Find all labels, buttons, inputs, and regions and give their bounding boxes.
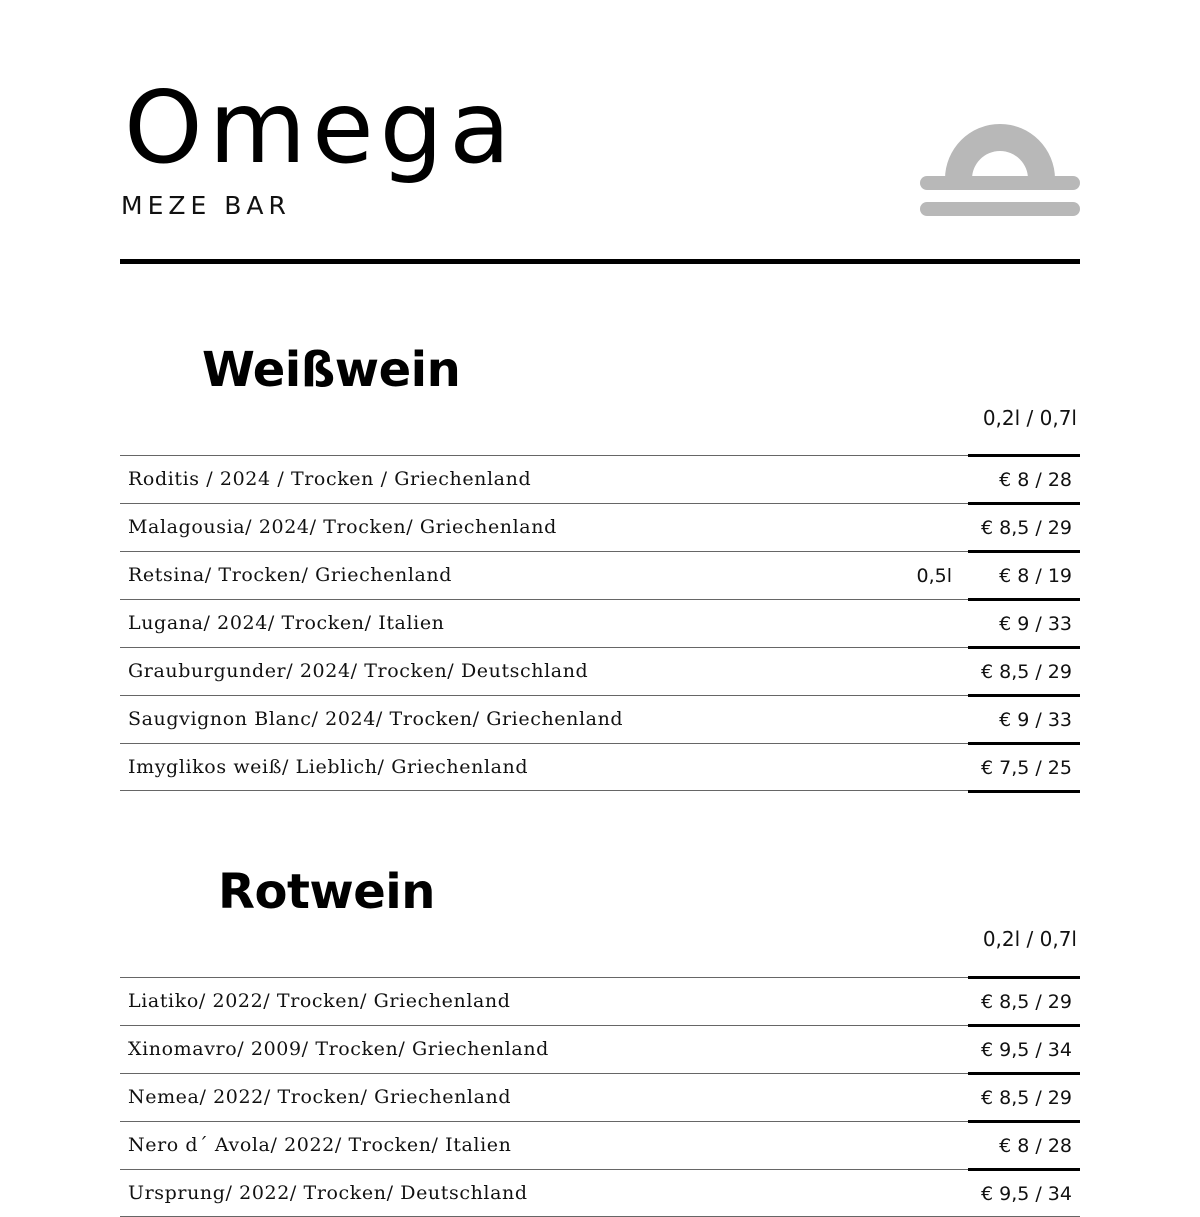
item-name: Malagousia/ 2024/ Trocken/ Griechenland: [128, 516, 557, 538]
menu-item: [120, 1025, 1080, 1073]
item-price: € 8,5 / 29: [980, 661, 1072, 683]
menu-item: [120, 743, 1080, 791]
item-name: Retsina/ Trocken/ Griechenland: [128, 564, 453, 586]
item-name: Nemea/ 2022/ Trocken/ Griechenland: [128, 1086, 512, 1108]
item-name: Lugana/ 2024/ Trocken/ Italien: [128, 612, 445, 634]
item-price: € 9 / 33: [999, 709, 1072, 731]
item-price: € 9 / 33: [999, 613, 1072, 635]
menu-item: [120, 1121, 1080, 1169]
item-price: € 8 / 28: [999, 1135, 1072, 1157]
item-price: € 9,5 / 34: [980, 1183, 1072, 1205]
white-wine-list: [120, 455, 1080, 791]
item-price: € 8 / 19: [999, 565, 1072, 587]
menu-item: [120, 455, 1080, 503]
item-price: € 8 / 28: [999, 469, 1072, 491]
item-name: Roditis / 2024 / Trocken / Griechenland: [128, 468, 532, 490]
section-heading-weisswein: Weißwein: [202, 342, 461, 398]
menu-item: [120, 695, 1080, 743]
menu-item: [120, 1169, 1080, 1217]
item-name: Nero d´ Avola/ 2022/ Trocken/ Italien: [128, 1134, 512, 1156]
item-price: € 9,5 / 34: [980, 1039, 1072, 1061]
menu-item: [120, 977, 1080, 1025]
item-price: € 7,5 / 25: [980, 757, 1072, 779]
item-name: Saugvignon Blanc/ 2024/ Trocken/ Griechenland: [128, 708, 624, 730]
section-heading-rotwein: Rotwein: [218, 864, 435, 920]
item-price: € 8,5 / 29: [980, 991, 1072, 1013]
volume-header: 0,2l / 0,7l: [982, 927, 1077, 951]
item-volume: 0,5l: [916, 565, 952, 587]
header-divider: [120, 259, 1080, 264]
item-name: Imyglikos weiß/ Lieblich/ Griechenland: [128, 756, 529, 778]
menu-item: [120, 1073, 1080, 1121]
restaurant-title: Omega: [124, 69, 517, 186]
item-name: Ursprung/ 2022/ Trocken/ Deutschland: [128, 1182, 528, 1204]
restaurant-subtitle: MEZE BAR: [121, 191, 291, 220]
menu-item: [120, 647, 1080, 695]
item-name: Grauburgunder/ 2024/ Trocken/ Deutschland: [128, 660, 589, 682]
item-name: Liatiko/ 2022/ Trocken/ Griechenland: [128, 990, 511, 1012]
libra-scale-icon: [918, 94, 1082, 220]
menu-item: [120, 551, 1080, 599]
volume-header: 0,2l / 0,7l: [982, 406, 1077, 430]
red-wine-list: [120, 977, 1080, 1217]
menu-item: [120, 503, 1080, 551]
item-price: € 8,5 / 29: [980, 1087, 1072, 1109]
item-name: Xinomavro/ 2009/ Trocken/ Griechenland: [128, 1038, 549, 1060]
menu-item: [120, 599, 1080, 647]
item-price: € 8,5 / 29: [980, 517, 1072, 539]
